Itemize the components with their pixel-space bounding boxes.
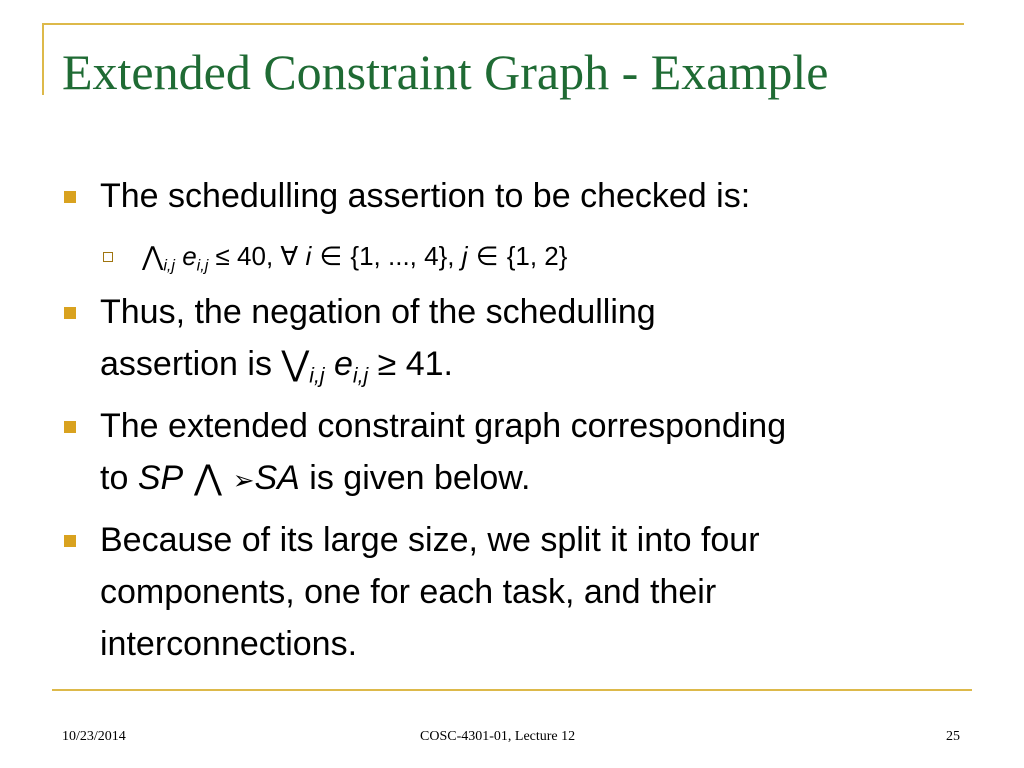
frame-top-rule [42, 23, 964, 25]
set-i: {1, ..., 4} [350, 241, 448, 271]
bullet-4-line-2: components, one for each task, and their [100, 573, 717, 611]
bullet-2-line-1: Thus, the negation of the schedulling [100, 293, 656, 331]
and-symbol: ⋀ [142, 242, 164, 272]
frame-bottom-rule [52, 689, 972, 691]
le-forty: ≤ 40, [208, 241, 281, 271]
or-symbol: ⋁ [281, 344, 310, 384]
and-symbol: ⋀ [183, 458, 233, 498]
variable-j: j [461, 241, 468, 271]
footer-date: 10/23/2014 [62, 729, 126, 744]
variable-e: e [333, 345, 353, 383]
comma: , [447, 241, 462, 271]
index-subscript: i,j [352, 364, 369, 388]
index-subscript: i,j [196, 256, 209, 275]
bullet-2-prefix: assertion is [100, 345, 282, 383]
set-j: {1, 2} [506, 241, 568, 271]
bullet-3-line-2 [100, 452, 530, 507]
bullet-marker [64, 535, 76, 547]
bullet-4-line-1: Because of its large size, we split it into four [100, 521, 760, 559]
sub-bullet-1-text [142, 238, 567, 284]
variable-e: e [182, 241, 197, 271]
index-subscript: i,j [163, 256, 175, 275]
sp-term: SP [137, 459, 184, 497]
footer-course: COSC-4301-01, Lecture 12 [420, 729, 576, 744]
sa-term: SA [254, 459, 300, 497]
element-of-symbol: ∈ [311, 242, 351, 272]
bullet-marker [64, 191, 76, 203]
sub-bullet-marker [103, 252, 113, 262]
bullet-4-line-3: interconnections. [100, 625, 358, 663]
frame-left-rule [42, 23, 44, 95]
page-number: 25 [946, 729, 960, 744]
element-of-symbol: ∈ [467, 242, 507, 272]
bullet-2-line-2 [100, 338, 453, 402]
index-subscript: i,j [309, 364, 325, 388]
bullet-3-suffix: is given below. [299, 459, 531, 497]
ge-forty-one: ≥ 41. [368, 345, 453, 383]
forall-symbol: ∀ [280, 242, 299, 272]
arrow-icon: ➢ [232, 466, 255, 496]
bullet-3-prefix: to [100, 459, 138, 497]
bullet-marker [64, 421, 76, 433]
bullet-marker [64, 307, 76, 319]
bullet-1-text: The schedulling assertion to be checked is: [100, 177, 751, 215]
bullet-3-line-1: The extended constraint graph corresponding [100, 407, 787, 445]
variable-i: i [305, 241, 312, 271]
slide-title: Extended Constraint Graph - Example [62, 44, 829, 100]
